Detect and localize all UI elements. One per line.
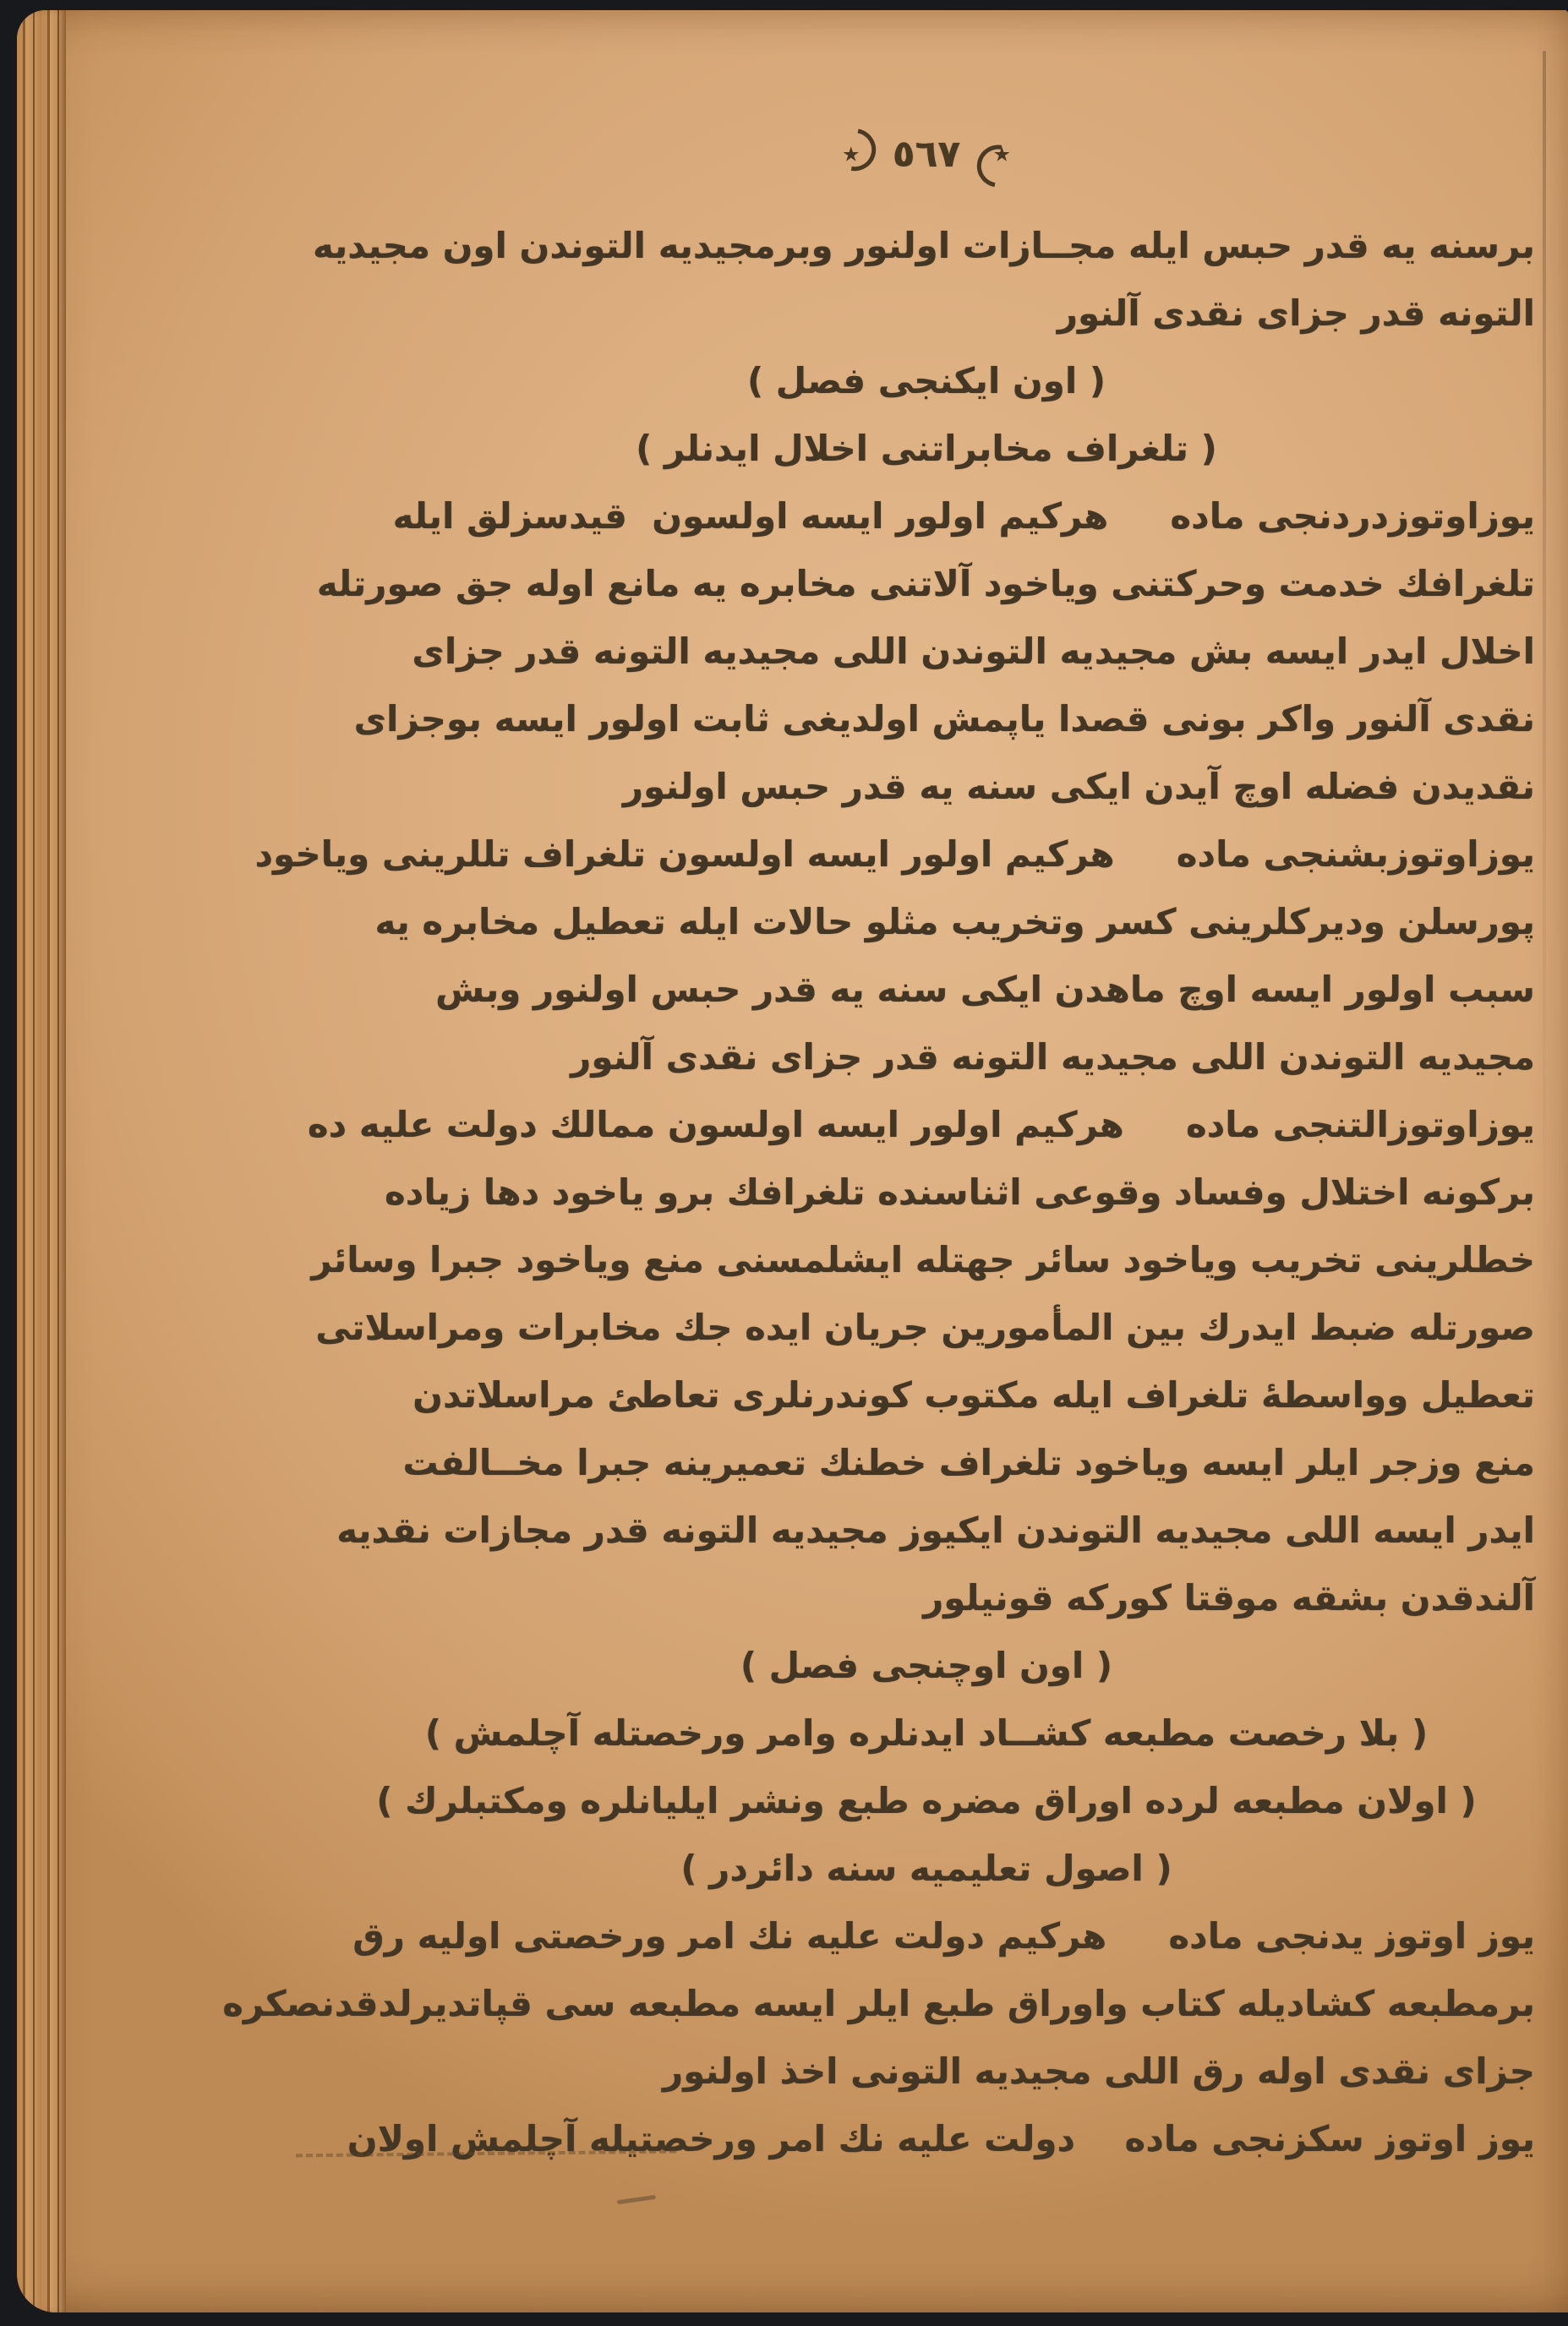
text-line: آلندقدن بشقه موقتا كوركه قونيلور bbox=[923, 1577, 1535, 1619]
page-number-row bbox=[314, 113, 1538, 194]
text-line: پورسلن وديركلرينى كسر وتخريب مثلو حالات ايله تعطيل مخابره يه bbox=[374, 901, 1535, 942]
text-line: يوزاوتوزبشنجى ماده هركيم اولور ايسه اولسون تلغراف تللرينى وياخود bbox=[254, 833, 1535, 875]
text-line: نقدى آلنور واكر بونى قصدا ياپمش اولديغى ثابت اولور ايسه بوجزاى bbox=[353, 698, 1535, 740]
chapter-subheading: ( اولان مطبعه لرده اوراق مضره طبع ونشر ايليانلره ومكتبلرك ) bbox=[376, 1780, 1477, 1821]
chapter-heading: ( اون اوچنجى فصل ) bbox=[740, 1645, 1113, 1686]
text-line: يوزاوتوزدردنجى ماده هركيم اولور ايسه اولسون قيدسزلق ايله bbox=[392, 495, 1535, 537]
text-line: تعطيل وواسطهٔ تلغراف ايله مكتوب كوندرنلرى تعاطئ مراسلاتدن bbox=[412, 1374, 1535, 1416]
floral-ornament-icon bbox=[832, 134, 871, 173]
chapter-subheading: ( تلغراف مخابراتنى اخلال ايدنلر ) bbox=[636, 428, 1217, 469]
text-line: جزاى نقدى اوله رق اللى مجيديه التونى اخذ اولنور bbox=[663, 2050, 1535, 2092]
text-line: ايدر ايسه اللى مجيديه التوندن ايكيوز مجيديه التونه قدر مجازات نقديه bbox=[336, 1510, 1535, 1551]
text-line: تلغرافك خدمت وحركتنى وياخود آلاتنى مخابره يه مانع اوله جق صورتله bbox=[316, 563, 1535, 604]
text-line: برمطبعه كشاديله كتاب واوراق طبع ايلر ايسه مطبعه سى قپاتديرلدقدنصكره bbox=[222, 1983, 1535, 2024]
text-line: يوز اوتوز سكزنجى ماده دولت عليه نك امر ورخصتيله آچلمش اولان bbox=[347, 2118, 1535, 2159]
book-page bbox=[17, 10, 1568, 2312]
text-line: يوز اوتوز يدنجى ماده هركيم دولت عليه نك امر ورخصتى اوليه رق bbox=[352, 1915, 1535, 1957]
text-line: التونه قدر جزاى نقدى آلنور bbox=[1057, 292, 1535, 334]
text-line: خطلرينى تخريب وياخود سائر جهتله ايشلمسنى منع وياخود جبرا وسائر bbox=[311, 1239, 1535, 1280]
text-line: مجيديه التوندن اللى مجيديه التونه قدر جزاى نقدى آلنور bbox=[571, 1036, 1535, 1078]
page-number: ٥٦٧ bbox=[892, 132, 961, 176]
text-line: بركونه اختلال وفساد وقوعى اثناسنده تلغرافك برو ياخود دها زياده bbox=[385, 1171, 1535, 1213]
text-line: برسنه يه قدر حبس ايله مجــازات اولنور وبرمجيديه التوندن اون مجيديه bbox=[313, 225, 1535, 266]
text-line: نقديدن فضله اوچ آيدن ايكى سنه يه قدر حبس اولنور bbox=[622, 766, 1535, 807]
chapter-heading: ( اون ايكنجى فصل ) bbox=[746, 360, 1106, 401]
chapter-subheading: ( بلا رخصت مطبعه كشــاد ايدنلره وامر ورخصتله آچلمش ) bbox=[424, 1712, 1429, 1754]
ink-smudge-mark bbox=[617, 2195, 656, 2204]
floral-ornament-icon bbox=[982, 134, 1021, 173]
text-line: يوزاوتوزالتنجى ماده هركيم اولور ايسه اولسون ممالك دولت عليه ده bbox=[307, 1104, 1535, 1145]
text-line: سبب اولور ايسه اوچ ماهدن ايكى سنه يه قدر حبس اولنور وبش bbox=[435, 969, 1535, 1010]
page-edge-texture bbox=[17, 10, 66, 2312]
text-line: اخلال ايدر ايسه بش مجيديه التوندن اللى مجيديه التونه قدر جزاى bbox=[412, 631, 1535, 672]
chapter-subheading: ( اصول تعليميه سنه دائردر ) bbox=[680, 1848, 1172, 1889]
text-line: منع وزجر ايلر ايسه وياخود تلغراف خطنك تعميرينه جبرا مخــالفت bbox=[402, 1442, 1535, 1483]
text-line: صورتله ضبط ايدرك بين المأمورين جريان ايده جك مخابرات ومراسلاتى bbox=[315, 1307, 1535, 1348]
page-content bbox=[222, 10, 1538, 2176]
star-mark-icon: ٭ bbox=[841, 134, 860, 173]
star-mark-icon: ٭ bbox=[992, 134, 1012, 173]
page-crease bbox=[1543, 51, 1546, 1369]
